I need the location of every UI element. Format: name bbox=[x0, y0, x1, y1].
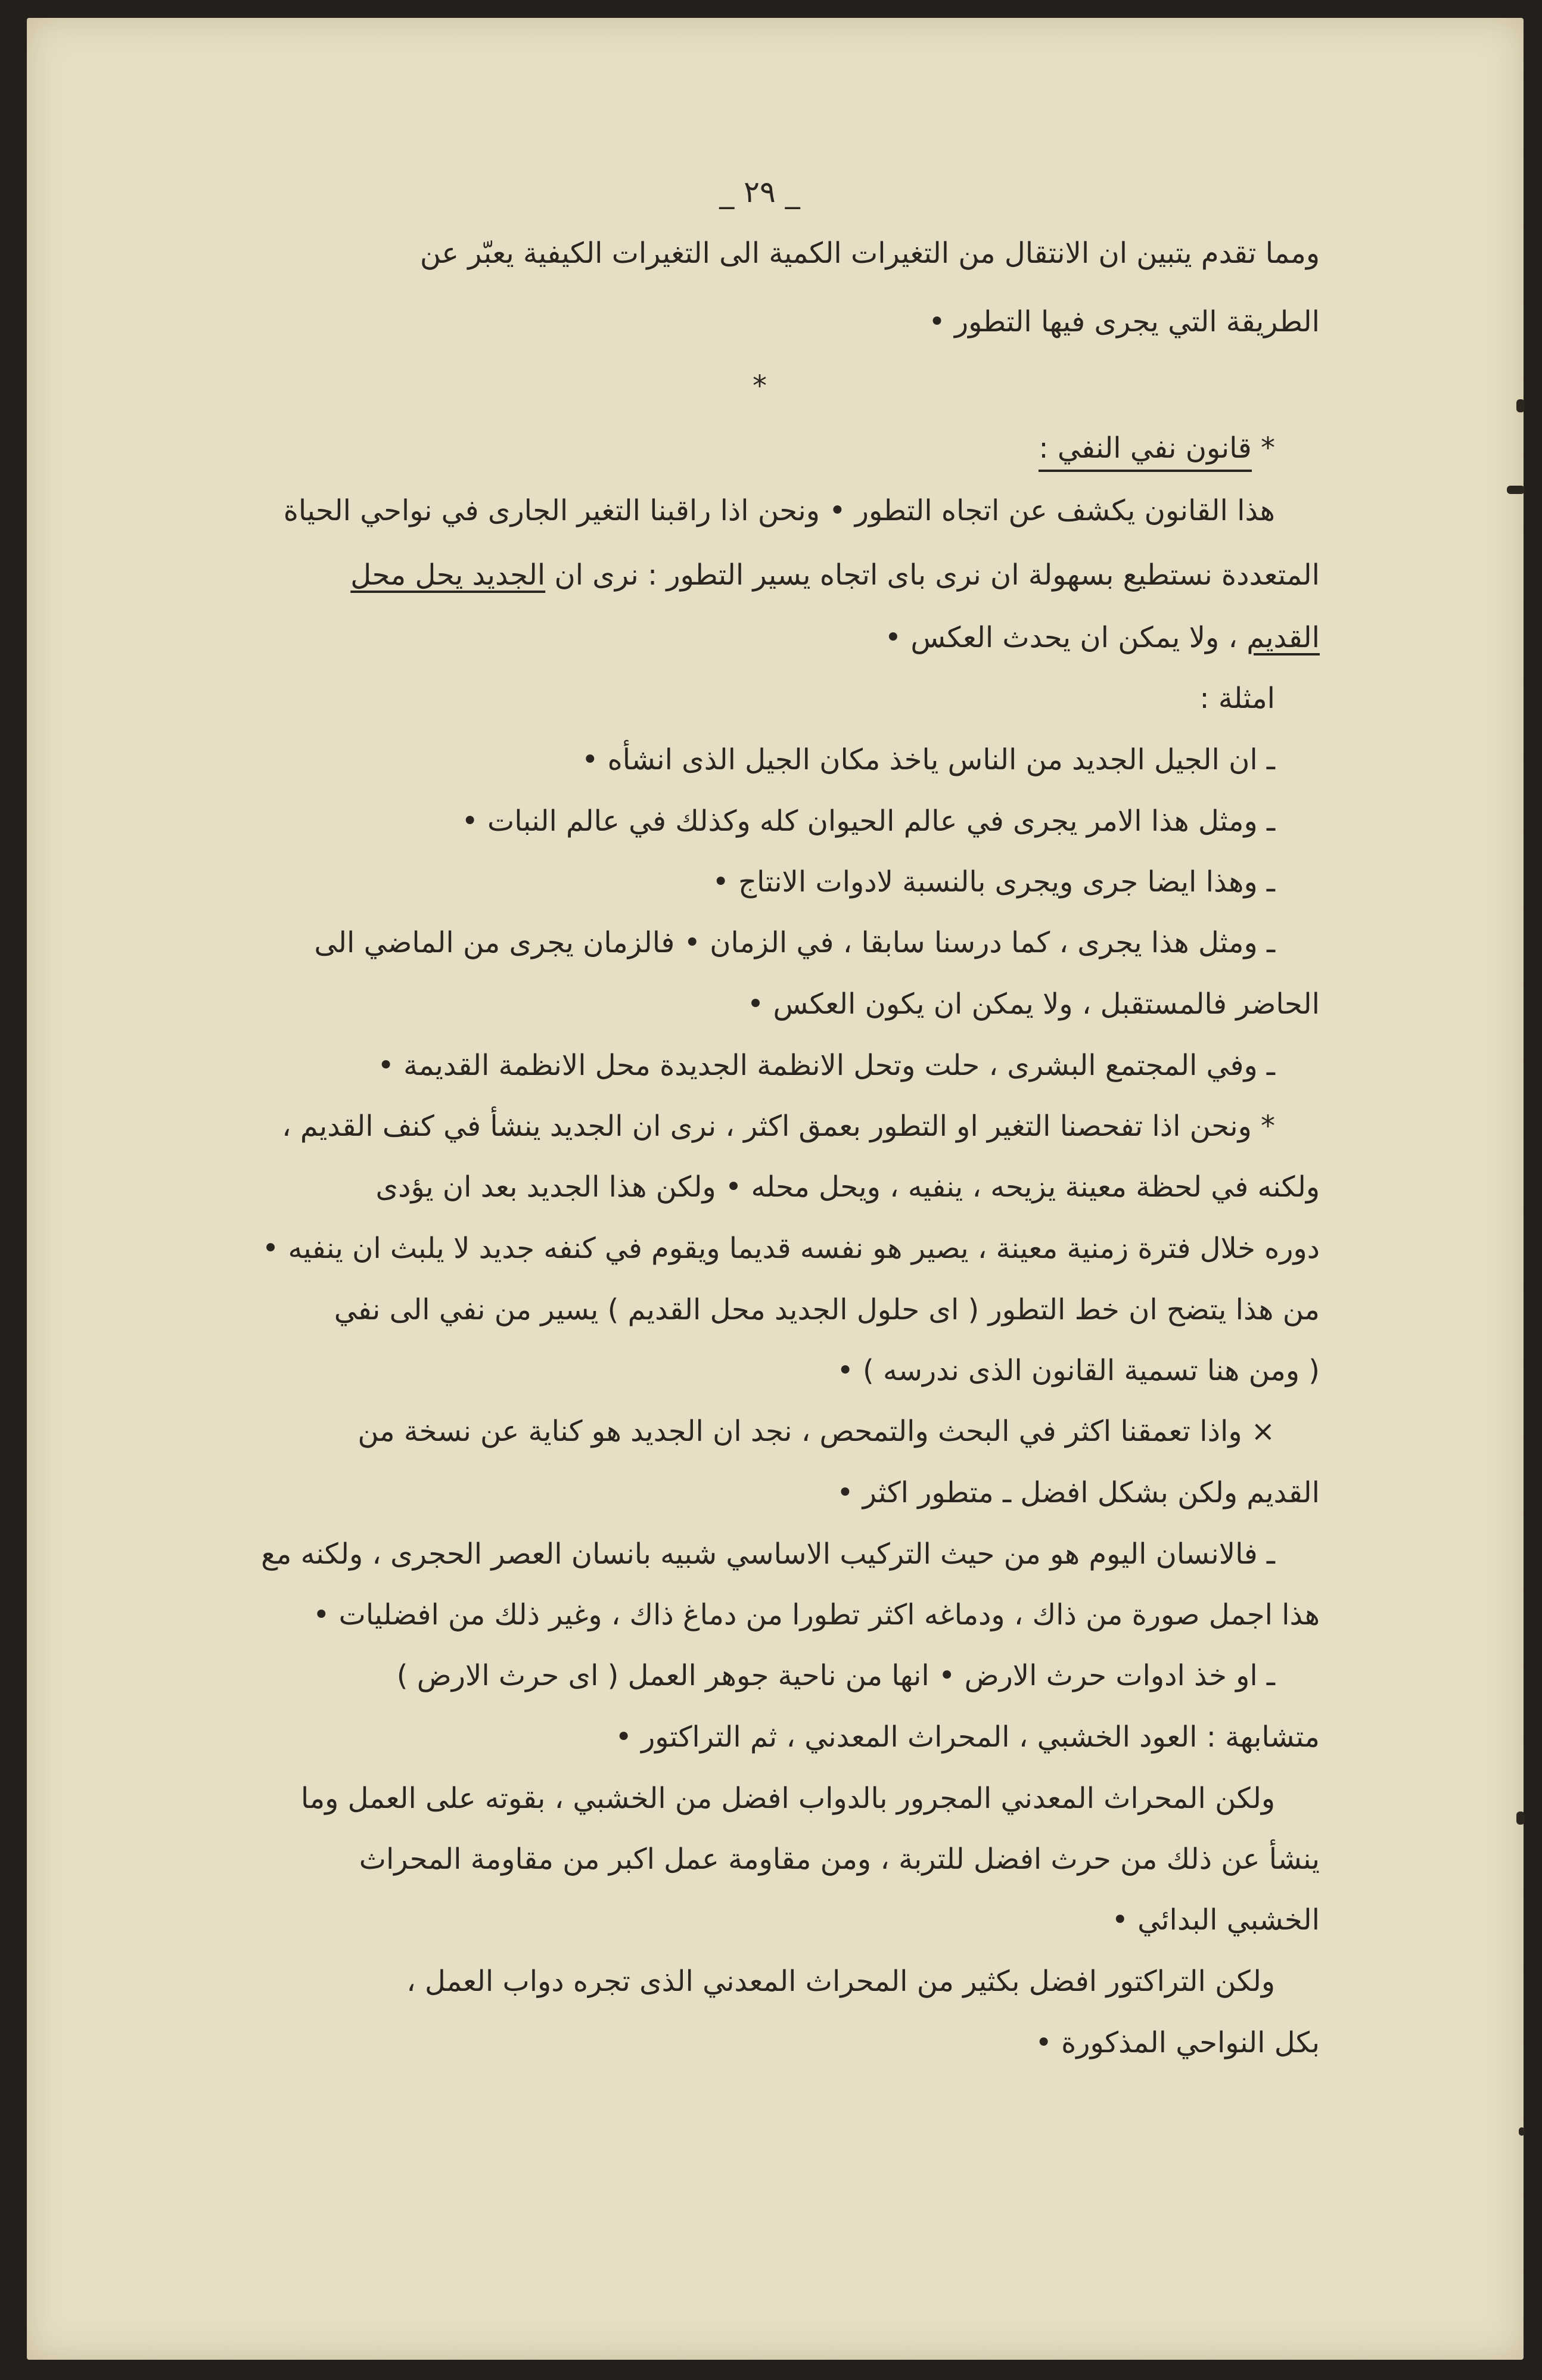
text-line: الحاضر فالمستقبل ، ولا يمكن ان يكون العكس • bbox=[747, 987, 1320, 1021]
list-item: ـ فالانسان اليوم هو من حيث التركيب الاساسي شبيه بانسان العصر الحجرى ، ولكنه مع bbox=[261, 1537, 1275, 1571]
underlined-phrase: الجديد يحل محل bbox=[350, 558, 546, 592]
text-line: ( ومن هنا تسمية القانون الذى ندرسه ) • bbox=[837, 1354, 1320, 1387]
text-line: دوره خلال فترة زمنية معينة ، يصير هو نفسه قديما ويقوم في كنفه جديد لا يلبث ان ينفيه • bbox=[262, 1232, 1320, 1265]
section-heading: قانون نفي النفي : bbox=[1039, 431, 1251, 472]
underlined-phrase: القديم bbox=[1246, 621, 1320, 654]
list-item: ـ وهذا ايضا جرى ويجرى بالنسبة لادوات الانتاج • bbox=[712, 865, 1275, 899]
binding-hole-middle bbox=[1516, 1812, 1525, 1825]
text-line: امثلة : bbox=[1199, 682, 1275, 715]
text-line bbox=[200, 620, 1320, 655]
section-heading-line bbox=[155, 430, 1275, 466]
list-item: ـ ومثل هذا يجرى ، كما درسنا سابقا ، في الزمان • فالزمان يجرى من الماضي الى bbox=[314, 926, 1275, 959]
text-line: متشابهة : العود الخشبي ، المحراث المعدني ، ثم التراكتور • bbox=[615, 1720, 1320, 1754]
text-line: الخشبي البدائي • bbox=[1111, 1903, 1320, 1937]
text-line: ينشأ عن ذلك من حرث افضل للتربة ، ومن مقاومة عمل اكبر من مقاومة المحراث bbox=[359, 1843, 1320, 1876]
text-line: الطريقة التي يجرى فيها التطور • bbox=[928, 305, 1320, 338]
text-line bbox=[200, 557, 1320, 593]
text-segment: ، ولا يمكن ان يحدث العكس • bbox=[884, 621, 1238, 654]
text-segment: المتعددة نستطيع بسهولة ان نرى باى اتجاه يسير التطور : نرى ان bbox=[554, 558, 1320, 592]
text-line: من هذا يتضح ان خط التطور ( اى حلول الجديد محل القديم ) يسير من نفي الى نفي bbox=[334, 1293, 1320, 1326]
text-line: ومما تقدم يتبين ان الانتقال من التغيرات الكمية الى التغيرات الكيفية يعبّر عن bbox=[419, 237, 1320, 270]
text-line: ولكن المحراث المعدني المجرور بالدواب افضل من الخشبي ، بقوته على العمل وما bbox=[300, 1782, 1275, 1815]
list-item: ـ ومثل هذا الامر يجرى في عالم الحيوان كله وكذلك في عالم النبات • bbox=[461, 804, 1275, 838]
list-item: ـ او خذ ادوات حرث الارض • انها من ناحية جوهر العمل ( اى حرث الارض ) bbox=[396, 1659, 1275, 1692]
text-line: هذا اجمل صورة من ذاك ، ودماغه اكثر تطورا من دماغ ذاك ، وغير ذلك من افضليات • bbox=[313, 1598, 1320, 1632]
page-number-line bbox=[200, 174, 1320, 210]
text-line: بكل النواحي المذكورة • bbox=[1035, 2026, 1320, 2059]
heading-marker: * bbox=[1261, 431, 1275, 465]
text-line: ولكن التراكتور افضل بكثير من المحراث المعدني الذى تجره دواب العمل ، bbox=[406, 1965, 1275, 1998]
list-item: ـ وفي المجتمع البشرى ، حلت وتحل الانظمة الجديدة محل الانظمة القديمة • bbox=[377, 1049, 1275, 1082]
binding-hole-upper bbox=[1507, 486, 1525, 494]
text-line: × واذا تعمقنا اكثر في البحث والتمحص ، نجد ان الجديد هو كناية عن نسخة من bbox=[357, 1415, 1275, 1448]
section-separator: * bbox=[753, 369, 767, 403]
text-line: * ونحن اذا تفحصنا التغير او التطور بعمق اكثر ، نرى ان الجديد ينشأ في كنف القديم ، bbox=[282, 1110, 1275, 1143]
text-line: ولكنه في لحظة معينة يزيحه ، ينفيه ، ويحل محله • ولكن هذا الجديد بعد ان يؤدى bbox=[375, 1170, 1320, 1204]
binding-hole-bottom bbox=[1519, 2127, 1525, 2136]
text-line: القديم ولكن بشكل افضل ـ متطور اكثر • bbox=[837, 1476, 1320, 1509]
document-page bbox=[27, 18, 1524, 2360]
text-line: هذا القانون يكشف عن اتجاه التطور • ونحن اذا راقبنا التغير الجارى في نواحي الحياة bbox=[283, 494, 1275, 527]
binding-hole-top bbox=[1516, 399, 1525, 412]
list-item: ـ ان الجيل الجديد من الناس ياخذ مكان الجيل الذى انشأه • bbox=[582, 743, 1275, 776]
page-number: _ ٢٩ _ bbox=[719, 175, 800, 209]
